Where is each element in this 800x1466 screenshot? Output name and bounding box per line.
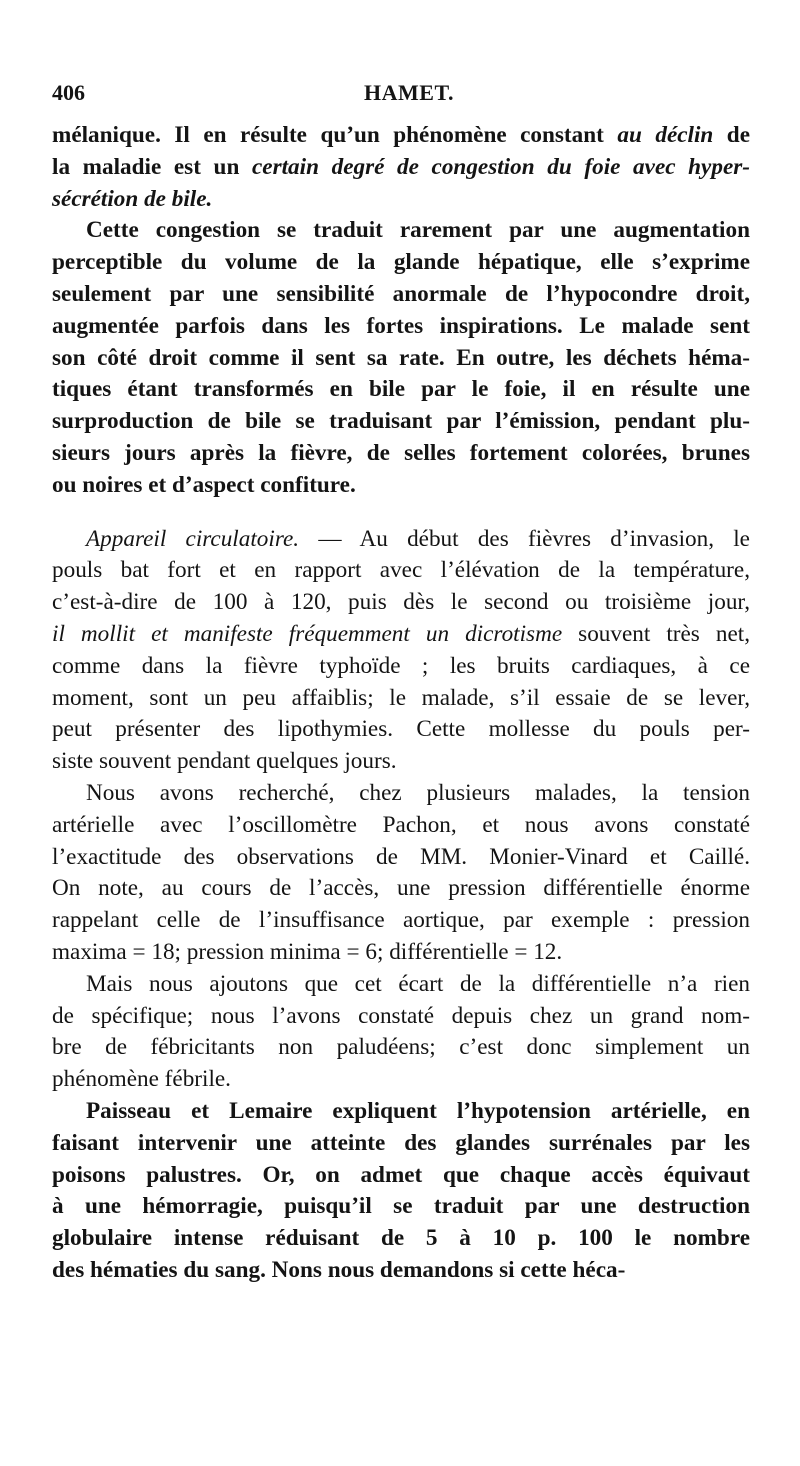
text-run: peut présenter des lipothymies. Cette mollesse du pouls per- xyxy=(52,716,750,743)
text-line xyxy=(52,651,750,683)
text-run: siste souvent pendant quelques jours. xyxy=(52,748,397,775)
text-line xyxy=(52,778,750,810)
text-run: pouls bat fort et en rapport avec l’élévation de la température, xyxy=(52,557,750,584)
text-line xyxy=(52,470,750,502)
text-run: Paisseau et Lemaire expliquent l’hypotension artérielle, en xyxy=(86,1097,750,1124)
text-run: surproduction de bile se traduisant par l’émission, pendant plu- xyxy=(52,408,750,435)
text-line xyxy=(52,969,750,1001)
text-line xyxy=(52,1223,750,1255)
text-line xyxy=(52,374,750,406)
text-run: Cette congestion se traduit rarement par une augmentation xyxy=(86,217,750,244)
text-line xyxy=(52,215,750,247)
text-line xyxy=(52,1096,750,1128)
text-line xyxy=(52,555,750,587)
text-line xyxy=(52,524,750,556)
text-line xyxy=(52,406,750,438)
text-run: sieurs jours après la fièvre, de selles fortement colorées, brunes xyxy=(52,439,750,466)
italic-text: il mollit et manifeste fréquemment un dicrotisme xyxy=(52,620,563,647)
body-text xyxy=(52,120,750,1287)
text-run: souvent très net, xyxy=(562,620,750,647)
text-run: Mais nous ajoutons que cet écart de la différentielle n’a rien xyxy=(86,970,750,997)
text-line xyxy=(52,279,750,311)
text-run: c’est-à-dire de 100 à 120, puis dès le second ou troisième jour, xyxy=(52,589,750,616)
text-run: son côté droit comme il sent sa rate. En outre, les déchets héma- xyxy=(52,344,750,371)
text-run: seulement par une sensibilité anormale de l’hypocondre droit, xyxy=(52,280,750,307)
text-run: perceptible du volume de la glande hépatique, elle s’exprime xyxy=(52,249,750,276)
text-line xyxy=(52,842,750,874)
text-line xyxy=(52,438,750,470)
text-run: On note, au cours de l’accès, une pression différentielle énorme xyxy=(52,875,750,902)
text-run: de spécifique; nous l’avons constaté depuis chez un grand nom- xyxy=(52,1002,750,1029)
text-run: phénomène fébrile. xyxy=(52,1066,231,1093)
text-run: augmentée parfois dans les fortes inspirations. Le malade sent xyxy=(52,312,750,339)
page-header xyxy=(52,80,750,110)
page-number: 406 xyxy=(52,80,85,105)
text-run: mélanique. Il en résulte qu’un phénomène constant xyxy=(52,122,618,148)
text-line xyxy=(52,1064,750,1096)
text-run: bre de fébricitants non paludéens; c’est donc simplement un xyxy=(52,1034,750,1061)
paragraph-gap xyxy=(52,502,750,524)
text-line xyxy=(52,1032,750,1064)
text-run: ou noires et d’aspect confiture. xyxy=(52,471,356,498)
text-line xyxy=(52,1128,750,1160)
paragraph xyxy=(52,969,750,1096)
paragraph xyxy=(52,1096,750,1287)
text-run: comme dans la fièvre typhoïde ; les bruits cardiaques, à ce xyxy=(52,652,750,679)
paragraph xyxy=(52,524,750,778)
paragraph xyxy=(52,778,750,969)
italic-text: au déclin xyxy=(617,122,714,148)
text-line xyxy=(52,343,750,375)
text-line xyxy=(52,184,750,216)
paragraph xyxy=(52,215,750,501)
text-run: maxima = 18; pression minima = 6; différentielle = 12. xyxy=(52,938,563,965)
text-run: la maladie est un xyxy=(52,153,252,180)
text-run: poisons palustres. Or, on admet que chaque accès équivaut xyxy=(52,1161,750,1188)
text-run: globulaire intense réduisant de 5 à 10 p. 100 le nombre xyxy=(52,1225,750,1252)
text-run: des hématies du sang. Nons nous demandons si cette héca- xyxy=(52,1256,626,1283)
text-line xyxy=(52,683,750,715)
text-run: tiques étant transformés en bile par le foie, il en résulte une xyxy=(52,376,750,403)
text-run: moment, sont un peu affaiblis; le malade, s’il essaie de se lever, xyxy=(52,684,750,711)
text-line xyxy=(52,937,750,969)
text-line xyxy=(52,311,750,343)
text-run: — Au début des fièvres d’invasion, le xyxy=(299,525,750,552)
italic-text: sécrétion de bile. xyxy=(52,185,213,212)
text-line xyxy=(52,1191,750,1223)
text-run: artérielle avec l’oscillomètre Pachon, et nous avons constaté xyxy=(52,811,750,838)
text-line xyxy=(52,1255,750,1287)
text-line xyxy=(52,1160,750,1192)
italic-text: Appareil circulatoire. xyxy=(86,525,300,552)
text-run: l’exactitude des observations de MM. Monier-Vinard et Caillé. xyxy=(52,843,750,870)
paragraph xyxy=(52,120,750,215)
text-line xyxy=(52,905,750,937)
text-line xyxy=(52,810,750,842)
text-run: faisant intervenir une atteinte des glandes surrénales par les xyxy=(52,1129,750,1156)
text-run: de xyxy=(713,122,750,148)
text-line xyxy=(52,120,750,152)
italic-text: certain degré de congestion du foie avec hyper- xyxy=(251,153,750,180)
text-line xyxy=(52,873,750,905)
text-run: à une hémorragie, puisqu’il se traduit par une destruction xyxy=(52,1193,750,1220)
text-run: Nous avons recherché, chez plusieurs malades, la tension xyxy=(86,779,750,806)
text-line xyxy=(52,587,750,619)
text-line xyxy=(52,152,750,184)
running-title: HAMET. xyxy=(364,80,454,105)
text-line xyxy=(52,247,750,279)
text-line xyxy=(52,619,750,651)
text-line xyxy=(52,714,750,746)
text-run: rappelant celle de l’insuffisance aortique, par exemple : pression xyxy=(52,907,750,934)
text-line xyxy=(52,746,750,778)
text-line xyxy=(52,1001,750,1033)
